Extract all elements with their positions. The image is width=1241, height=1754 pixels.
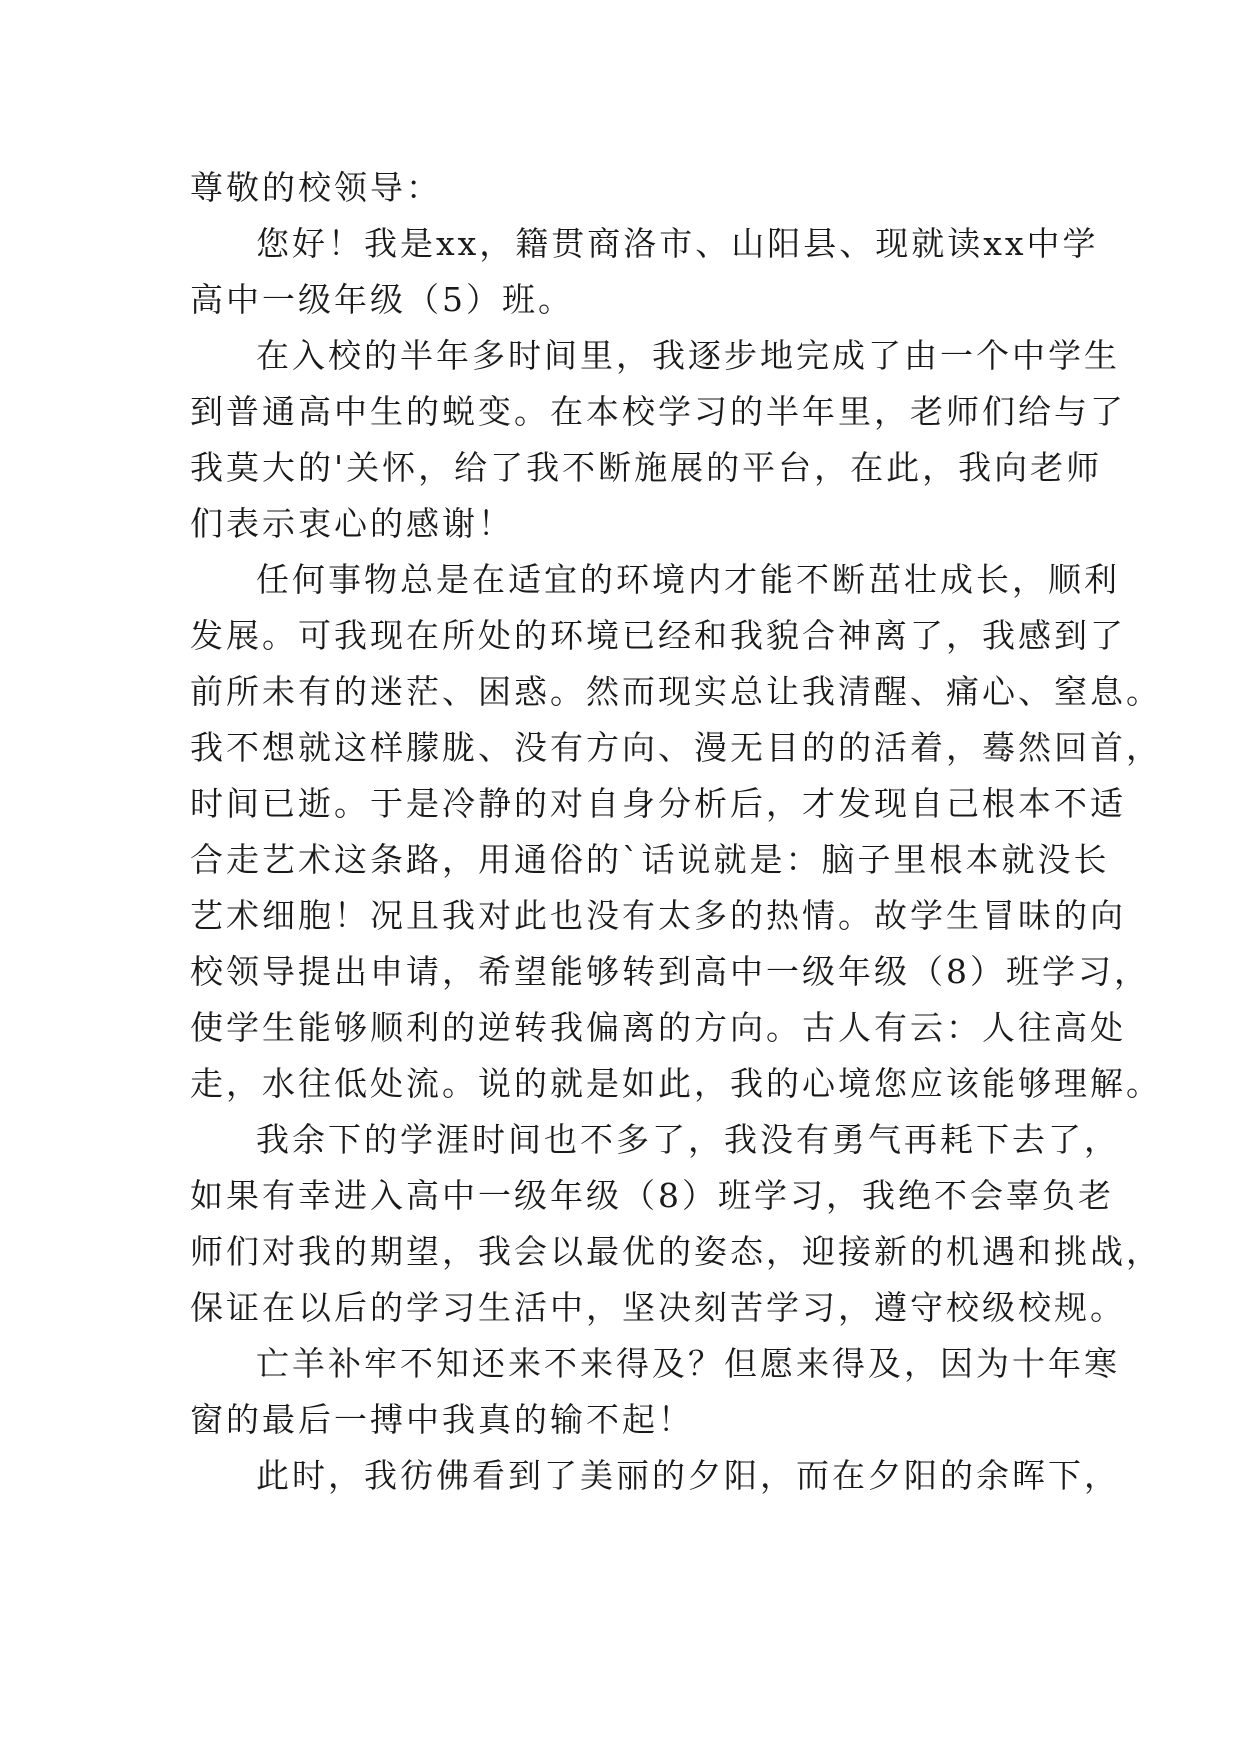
text-line: 师们对我的期望，我会以最优的姿态，迎接新的机遇和挑战， [190,1232,1162,1271]
text-line: 我余下的学涯时间也不多了，我没有勇气再耗下去了， [256,1120,1120,1159]
text-line: 此时，我彷佛看到了美丽的夕阳，而在夕阳的余晖下， [256,1456,1120,1495]
text-line: 任何事物总是在适宜的环境内才能不断茁壮成长，顺利 [256,560,1120,599]
text-line: 您好！我是xx，籍贯商洛市、山阳县、现就读xx中学 [256,224,1099,263]
text-line: 高中一级年级（5）班。 [190,280,574,319]
text-line: 我莫大的'关怀，给了我不断施展的平台，在此，我向老师 [190,448,1103,487]
text-line: 合走艺术这条路，用通俗的`话说就是：脑子里根本就没长 [190,840,1110,879]
text-line: 走，水往低处流。说的就是如此，我的心境您应该能够理解。 [190,1064,1162,1103]
text-line: 发展。可我现在所处的环境已经和我貌合神离了，我感到了 [190,616,1126,655]
text-line: 到普通高中生的蜕变。在本校学习的半年里，老师们给与了 [190,392,1126,431]
text-line: 使学生能够顺利的逆转我偏离的方向。古人有云：人往高处 [190,1008,1126,1047]
document-body [190,160,1162,1504]
text-line: 保证在以后的学习生活中，坚决刻苦学习，遵守校级校规。 [190,1288,1126,1327]
text-line: 在入校的半年多时间里，我逐步地完成了由一个中学生 [256,336,1120,375]
text-line: 校领导提出申请，希望能够转到高中一级年级（8）班学习， [190,952,1150,991]
text-line: 我不想就这样朦胧、没有方向、漫无目的的活着，蓦然回首， [190,728,1162,767]
text-line: 如果有幸进入高中一级年级（8）班学习，我绝不会辜负老 [190,1176,1114,1215]
text-line: 艺术细胞！况且我对此也没有太多的热情。故学生冒昧的向 [190,896,1126,935]
text-line: 时间已逝。于是冷静的对自身分析后，才发现自己根本不适 [190,784,1126,823]
text-line: 窗的最后一搏中我真的输不起！ [190,1400,694,1439]
text-line: 前所未有的迷茫、困惑。然而现实总让我清醒、痛心、窒息。 [190,672,1162,711]
text-line: 亡羊补牢不知还来不来得及？但愿来得及，因为十年寒 [256,1344,1120,1383]
salutation-line: 尊敬的校领导： [190,168,442,207]
text-line: 们表示衷心的感谢！ [190,504,514,543]
